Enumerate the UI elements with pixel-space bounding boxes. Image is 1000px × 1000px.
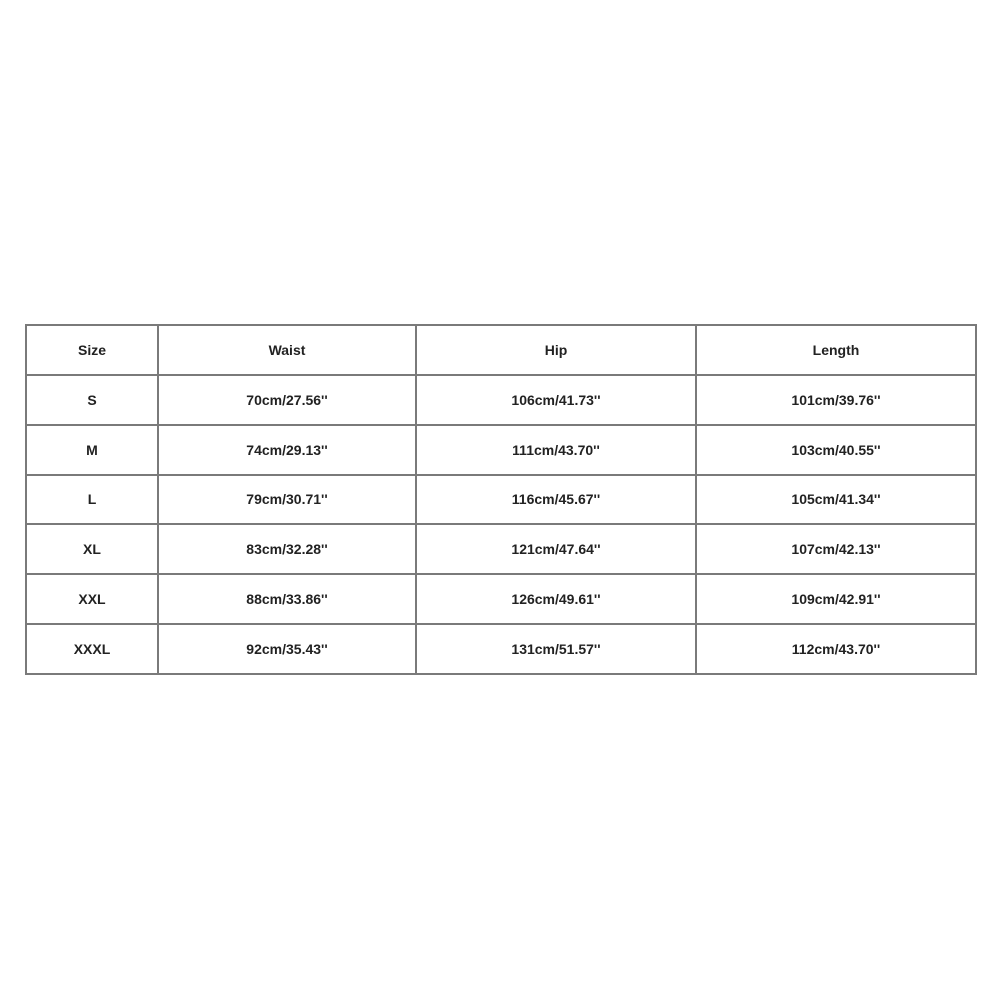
cell-size: XL	[26, 524, 158, 574]
cell-hip: 106cm/41.73''	[416, 375, 696, 425]
header-waist: Waist	[158, 325, 416, 375]
cell-size: S	[26, 375, 158, 425]
cell-size: L	[26, 475, 158, 525]
cell-waist: 92cm/35.43''	[158, 624, 416, 674]
cell-waist: 74cm/29.13''	[158, 425, 416, 475]
cell-size: M	[26, 425, 158, 475]
size-chart-table	[25, 324, 977, 675]
cell-length: 105cm/41.34''	[696, 475, 976, 525]
cell-size: XXL	[26, 574, 158, 624]
cell-hip: 111cm/43.70''	[416, 425, 696, 475]
header-hip: Hip	[416, 325, 696, 375]
cell-size: XXXL	[26, 624, 158, 674]
header-length: Length	[696, 325, 976, 375]
cell-hip: 126cm/49.61''	[416, 574, 696, 624]
cell-length: 101cm/39.76''	[696, 375, 976, 425]
table-row	[26, 574, 976, 624]
cell-length: 112cm/43.70''	[696, 624, 976, 674]
cell-length: 109cm/42.91''	[696, 574, 976, 624]
table-row	[26, 375, 976, 425]
table-header-row	[26, 325, 976, 375]
cell-length: 103cm/40.55''	[696, 425, 976, 475]
cell-waist: 79cm/30.71''	[158, 475, 416, 525]
cell-length: 107cm/42.13''	[696, 524, 976, 574]
cell-waist: 83cm/32.28''	[158, 524, 416, 574]
cell-hip: 116cm/45.67''	[416, 475, 696, 525]
table-row	[26, 425, 976, 475]
table-row	[26, 475, 976, 525]
table-row	[26, 624, 976, 674]
header-size: Size	[26, 325, 158, 375]
cell-waist: 70cm/27.56''	[158, 375, 416, 425]
cell-waist: 88cm/33.86''	[158, 574, 416, 624]
table-row	[26, 524, 976, 574]
cell-hip: 131cm/51.57''	[416, 624, 696, 674]
cell-hip: 121cm/47.64''	[416, 524, 696, 574]
